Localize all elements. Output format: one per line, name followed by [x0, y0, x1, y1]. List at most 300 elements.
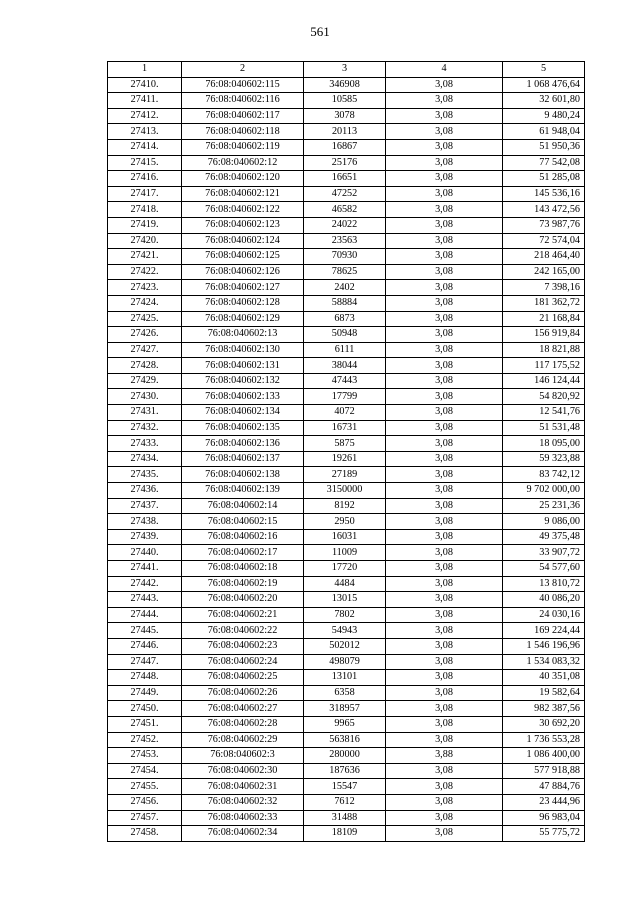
- cadastral-number-cell: 76:08:040602:34: [182, 826, 304, 842]
- amount-cell: 13 810,72: [503, 576, 585, 592]
- area-cell: 16867: [304, 139, 386, 155]
- amount-cell: 54 820,92: [503, 389, 585, 405]
- area-cell: 7802: [304, 607, 386, 623]
- rate-cell: 3,08: [386, 202, 503, 218]
- amount-cell: 51 950,36: [503, 139, 585, 155]
- cadastral-number-cell: 76:08:040602:128: [182, 295, 304, 311]
- row-number-cell: 27435.: [108, 467, 182, 483]
- rate-cell: 3,08: [386, 716, 503, 732]
- data-table: [107, 61, 585, 842]
- table-row: [108, 139, 585, 155]
- rate-cell: 3,08: [386, 670, 503, 686]
- area-cell: 6358: [304, 685, 386, 701]
- table-row: [108, 327, 585, 343]
- table-row: [108, 748, 585, 764]
- amount-cell: 18 095,00: [503, 436, 585, 452]
- rate-cell: 3,08: [386, 498, 503, 514]
- amount-cell: 30 692,20: [503, 716, 585, 732]
- cadastral-number-cell: 76:08:040602:129: [182, 311, 304, 327]
- cadastral-number-cell: 76:08:040602:138: [182, 467, 304, 483]
- column-header-3: 3: [304, 62, 386, 78]
- amount-cell: 23 444,96: [503, 794, 585, 810]
- rate-cell: 3,08: [386, 342, 503, 358]
- row-number-cell: 27457.: [108, 810, 182, 826]
- area-cell: 563816: [304, 732, 386, 748]
- rate-cell: 3,08: [386, 217, 503, 233]
- header-row: [108, 62, 585, 78]
- amount-cell: 577 918,88: [503, 763, 585, 779]
- column-header-4: 4: [386, 62, 503, 78]
- area-cell: 280000: [304, 748, 386, 764]
- row-number-cell: 27456.: [108, 794, 182, 810]
- cadastral-number-cell: 76:08:040602:25: [182, 670, 304, 686]
- cadastral-number-cell: 76:08:040602:115: [182, 77, 304, 93]
- table-row: [108, 498, 585, 514]
- table-row: [108, 826, 585, 842]
- table-row: [108, 124, 585, 140]
- area-cell: 46582: [304, 202, 386, 218]
- rate-cell: 3,08: [386, 420, 503, 436]
- amount-cell: 25 231,36: [503, 498, 585, 514]
- cadastral-number-cell: 76:08:040602:20: [182, 592, 304, 608]
- rate-cell: 3,08: [386, 93, 503, 109]
- cadastral-number-cell: 76:08:040602:30: [182, 763, 304, 779]
- amount-cell: 73 987,76: [503, 217, 585, 233]
- area-cell: 24022: [304, 217, 386, 233]
- row-number-cell: 27419.: [108, 217, 182, 233]
- rate-cell: 3,08: [386, 327, 503, 343]
- cadastral-number-cell: 76:08:040602:26: [182, 685, 304, 701]
- cadastral-number-cell: 76:08:040602:15: [182, 514, 304, 530]
- row-number-cell: 27420.: [108, 233, 182, 249]
- table-row: [108, 716, 585, 732]
- rate-cell: 3,08: [386, 124, 503, 140]
- rate-cell: 3,08: [386, 638, 503, 654]
- area-cell: 27189: [304, 467, 386, 483]
- rate-cell: 3,08: [386, 373, 503, 389]
- amount-cell: 1 546 196,96: [503, 638, 585, 654]
- table-row: [108, 358, 585, 374]
- rate-cell: 3,08: [386, 405, 503, 421]
- rate-cell: 3,08: [386, 451, 503, 467]
- row-number-cell: 27452.: [108, 732, 182, 748]
- row-number-cell: 27448.: [108, 670, 182, 686]
- rate-cell: 3,08: [386, 732, 503, 748]
- area-cell: 70930: [304, 249, 386, 265]
- cadastral-number-cell: 76:08:040602:137: [182, 451, 304, 467]
- area-cell: 6111: [304, 342, 386, 358]
- cadastral-number-cell: 76:08:040602:116: [182, 93, 304, 109]
- row-number-cell: 27412.: [108, 108, 182, 124]
- table-row: [108, 77, 585, 93]
- row-number-cell: 27439.: [108, 529, 182, 545]
- cadastral-number-cell: 76:08:040602:24: [182, 654, 304, 670]
- area-cell: 9965: [304, 716, 386, 732]
- amount-cell: 40 351,08: [503, 670, 585, 686]
- row-number-cell: 27416.: [108, 171, 182, 187]
- table-row: [108, 233, 585, 249]
- row-number-cell: 27441.: [108, 561, 182, 577]
- amount-cell: 242 165,00: [503, 264, 585, 280]
- rate-cell: 3,08: [386, 561, 503, 577]
- area-cell: 3150000: [304, 483, 386, 499]
- page-number: 561: [310, 24, 330, 39]
- rate-cell: 3,08: [386, 529, 503, 545]
- amount-cell: 55 775,72: [503, 826, 585, 842]
- area-cell: 7612: [304, 794, 386, 810]
- table-row: [108, 779, 585, 795]
- rate-cell: 3,08: [386, 810, 503, 826]
- amount-cell: 59 323,88: [503, 451, 585, 467]
- row-number-cell: 27442.: [108, 576, 182, 592]
- cadastral-number-cell: 76:08:040602:22: [182, 623, 304, 639]
- rate-cell: 3,08: [386, 592, 503, 608]
- cadastral-number-cell: 76:08:040602:18: [182, 561, 304, 577]
- row-number-cell: 27432.: [108, 420, 182, 436]
- amount-cell: 143 472,56: [503, 202, 585, 218]
- row-number-cell: 27454.: [108, 763, 182, 779]
- cadastral-number-cell: 76:08:040602:23: [182, 638, 304, 654]
- cadastral-number-cell: 76:08:040602:14: [182, 498, 304, 514]
- table-row: [108, 623, 585, 639]
- amount-cell: 32 601,80: [503, 93, 585, 109]
- area-cell: 502012: [304, 638, 386, 654]
- row-number-cell: 27429.: [108, 373, 182, 389]
- row-number-cell: 27418.: [108, 202, 182, 218]
- cadastral-number-cell: 76:08:040602:123: [182, 217, 304, 233]
- row-number-cell: 27440.: [108, 545, 182, 561]
- rate-cell: 3,08: [386, 607, 503, 623]
- table-row: [108, 295, 585, 311]
- table-row: [108, 420, 585, 436]
- rate-cell: 3,08: [386, 280, 503, 296]
- area-cell: 47443: [304, 373, 386, 389]
- area-cell: 16731: [304, 420, 386, 436]
- rate-cell: 3,08: [386, 514, 503, 530]
- cadastral-number-cell: 76:08:040602:139: [182, 483, 304, 499]
- table-row: [108, 264, 585, 280]
- table-row: [108, 638, 585, 654]
- cadastral-number-cell: 76:08:040602:127: [182, 280, 304, 296]
- area-cell: 18109: [304, 826, 386, 842]
- cadastral-number-cell: 76:08:040602:118: [182, 124, 304, 140]
- area-cell: 318957: [304, 701, 386, 717]
- rate-cell: 3,08: [386, 311, 503, 327]
- row-number-cell: 27411.: [108, 93, 182, 109]
- area-cell: 4484: [304, 576, 386, 592]
- cadastral-number-cell: 76:08:040602:3: [182, 748, 304, 764]
- cadastral-number-cell: 76:08:040602:133: [182, 389, 304, 405]
- table-row: [108, 607, 585, 623]
- amount-cell: 77 542,08: [503, 155, 585, 171]
- rate-cell: 3,08: [386, 389, 503, 405]
- rate-cell: 3,08: [386, 483, 503, 499]
- table-row: [108, 529, 585, 545]
- area-cell: 31488: [304, 810, 386, 826]
- amount-cell: 33 907,72: [503, 545, 585, 561]
- column-header-1: 1: [108, 62, 182, 78]
- rate-cell: 3,08: [386, 654, 503, 670]
- area-cell: 11009: [304, 545, 386, 561]
- cadastral-number-cell: 76:08:040602:31: [182, 779, 304, 795]
- row-number-cell: 27451.: [108, 716, 182, 732]
- rate-cell: 3,08: [386, 155, 503, 171]
- column-header-2: 2: [182, 62, 304, 78]
- area-cell: 13015: [304, 592, 386, 608]
- area-cell: 78625: [304, 264, 386, 280]
- row-number-cell: 27427.: [108, 342, 182, 358]
- area-cell: 50948: [304, 327, 386, 343]
- area-cell: 3078: [304, 108, 386, 124]
- cadastral-number-cell: 76:08:040602:124: [182, 233, 304, 249]
- cadastral-number-cell: 76:08:040602:19: [182, 576, 304, 592]
- cadastral-number-cell: 76:08:040602:136: [182, 436, 304, 452]
- row-number-cell: 27436.: [108, 483, 182, 499]
- cadastral-number-cell: 76:08:040602:16: [182, 529, 304, 545]
- amount-cell: 1 086 400,00: [503, 748, 585, 764]
- cadastral-number-cell: 76:08:040602:135: [182, 420, 304, 436]
- area-cell: 16651: [304, 171, 386, 187]
- table-row: [108, 342, 585, 358]
- cadastral-number-cell: 76:08:040602:119: [182, 139, 304, 155]
- rate-cell: 3,88: [386, 748, 503, 764]
- area-cell: 6873: [304, 311, 386, 327]
- row-number-cell: 27421.: [108, 249, 182, 265]
- area-cell: 2402: [304, 280, 386, 296]
- table-row: [108, 545, 585, 561]
- row-number-cell: 27453.: [108, 748, 182, 764]
- rate-cell: 3,08: [386, 467, 503, 483]
- rate-cell: 3,08: [386, 436, 503, 452]
- cadastral-number-cell: 76:08:040602:29: [182, 732, 304, 748]
- amount-cell: 21 168,84: [503, 311, 585, 327]
- cadastral-number-cell: 76:08:040602:132: [182, 373, 304, 389]
- amount-cell: 96 983,04: [503, 810, 585, 826]
- amount-cell: 51 285,08: [503, 171, 585, 187]
- row-number-cell: 27458.: [108, 826, 182, 842]
- amount-cell: 145 536,16: [503, 186, 585, 202]
- amount-cell: 49 375,48: [503, 529, 585, 545]
- amount-cell: 24 030,16: [503, 607, 585, 623]
- area-cell: 23563: [304, 233, 386, 249]
- row-number-cell: 27433.: [108, 436, 182, 452]
- row-number-cell: 27455.: [108, 779, 182, 795]
- table-row: [108, 576, 585, 592]
- row-number-cell: 27424.: [108, 295, 182, 311]
- amount-cell: 9 480,24: [503, 108, 585, 124]
- table-row: [108, 685, 585, 701]
- rate-cell: 3,08: [386, 826, 503, 842]
- table-row: [108, 794, 585, 810]
- table-row: [108, 654, 585, 670]
- cadastral-number-cell: 76:08:040602:17: [182, 545, 304, 561]
- rate-cell: 3,08: [386, 545, 503, 561]
- amount-cell: 19 582,64: [503, 685, 585, 701]
- cadastral-number-cell: 76:08:040602:126: [182, 264, 304, 280]
- cadastral-number-cell: 76:08:040602:134: [182, 405, 304, 421]
- row-number-cell: 27438.: [108, 514, 182, 530]
- row-number-cell: 27447.: [108, 654, 182, 670]
- row-number-cell: 27425.: [108, 311, 182, 327]
- table-row: [108, 155, 585, 171]
- table-row: [108, 451, 585, 467]
- row-number-cell: 27430.: [108, 389, 182, 405]
- cadastral-number-cell: 76:08:040602:21: [182, 607, 304, 623]
- amount-cell: 9 086,00: [503, 514, 585, 530]
- column-header-5: 5: [503, 62, 585, 78]
- rate-cell: 3,08: [386, 264, 503, 280]
- amount-cell: 146 124,44: [503, 373, 585, 389]
- rate-cell: 3,08: [386, 576, 503, 592]
- table-row: [108, 561, 585, 577]
- amount-cell: 218 464,40: [503, 249, 585, 265]
- area-cell: 13101: [304, 670, 386, 686]
- amount-cell: 169 224,44: [503, 623, 585, 639]
- table-row: [108, 763, 585, 779]
- row-number-cell: 27446.: [108, 638, 182, 654]
- amount-cell: 181 362,72: [503, 295, 585, 311]
- table-row: [108, 93, 585, 109]
- row-number-cell: 27417.: [108, 186, 182, 202]
- cadastral-number-cell: 76:08:040602:121: [182, 186, 304, 202]
- amount-cell: 7 398,16: [503, 280, 585, 296]
- rate-cell: 3,08: [386, 685, 503, 701]
- table-row: [108, 186, 585, 202]
- area-cell: 20113: [304, 124, 386, 140]
- cadastral-number-cell: 76:08:040602:28: [182, 716, 304, 732]
- amount-cell: 982 387,56: [503, 701, 585, 717]
- area-cell: 10585: [304, 93, 386, 109]
- table-row: [108, 670, 585, 686]
- amount-cell: 9 702 000,00: [503, 483, 585, 499]
- table-row: [108, 701, 585, 717]
- amount-cell: 156 919,84: [503, 327, 585, 343]
- table-row: [108, 108, 585, 124]
- row-number-cell: 27426.: [108, 327, 182, 343]
- rate-cell: 3,08: [386, 779, 503, 795]
- amount-cell: 18 821,88: [503, 342, 585, 358]
- area-cell: 25176: [304, 155, 386, 171]
- cadastral-number-cell: 76:08:040602:33: [182, 810, 304, 826]
- table-row: [108, 280, 585, 296]
- cadastral-number-cell: 76:08:040602:12: [182, 155, 304, 171]
- area-cell: 58884: [304, 295, 386, 311]
- rate-cell: 3,08: [386, 249, 503, 265]
- area-cell: 17720: [304, 561, 386, 577]
- amount-cell: 51 531,48: [503, 420, 585, 436]
- rate-cell: 3,08: [386, 295, 503, 311]
- cadastral-number-cell: 76:08:040602:131: [182, 358, 304, 374]
- area-cell: 187636: [304, 763, 386, 779]
- row-number-cell: 27423.: [108, 280, 182, 296]
- row-number-cell: 27422.: [108, 264, 182, 280]
- table-row: [108, 514, 585, 530]
- table-row: [108, 389, 585, 405]
- rate-cell: 3,08: [386, 77, 503, 93]
- table-row: [108, 810, 585, 826]
- table-row: [108, 732, 585, 748]
- cadastral-number-cell: 76:08:040602:32: [182, 794, 304, 810]
- area-cell: 19261: [304, 451, 386, 467]
- cadastral-number-cell: 76:08:040602:120: [182, 171, 304, 187]
- table-row: [108, 311, 585, 327]
- rate-cell: 3,08: [386, 623, 503, 639]
- area-cell: 2950: [304, 514, 386, 530]
- rate-cell: 3,08: [386, 358, 503, 374]
- row-number-cell: 27414.: [108, 139, 182, 155]
- table-body: [108, 77, 585, 841]
- amount-cell: 117 175,52: [503, 358, 585, 374]
- rate-cell: 3,08: [386, 794, 503, 810]
- row-number-cell: 27428.: [108, 358, 182, 374]
- amount-cell: 54 577,60: [503, 561, 585, 577]
- table-row: [108, 483, 585, 499]
- row-number-cell: 27413.: [108, 124, 182, 140]
- table-row: [108, 373, 585, 389]
- row-number-cell: 27450.: [108, 701, 182, 717]
- amount-cell: 61 948,04: [503, 124, 585, 140]
- rate-cell: 3,08: [386, 763, 503, 779]
- amount-cell: 1 534 083,32: [503, 654, 585, 670]
- amount-cell: 83 742,12: [503, 467, 585, 483]
- table-row: [108, 436, 585, 452]
- area-cell: 8192: [304, 498, 386, 514]
- row-number-cell: 27434.: [108, 451, 182, 467]
- rate-cell: 3,08: [386, 171, 503, 187]
- cadastral-number-cell: 76:08:040602:27: [182, 701, 304, 717]
- rate-cell: 3,08: [386, 108, 503, 124]
- table-row: [108, 171, 585, 187]
- cadastral-number-cell: 76:08:040602:117: [182, 108, 304, 124]
- row-number-cell: 27443.: [108, 592, 182, 608]
- rate-cell: 3,08: [386, 139, 503, 155]
- rate-cell: 3,08: [386, 701, 503, 717]
- row-number-cell: 27437.: [108, 498, 182, 514]
- area-cell: 5875: [304, 436, 386, 452]
- area-cell: 346908: [304, 77, 386, 93]
- area-cell: 54943: [304, 623, 386, 639]
- table-row: [108, 249, 585, 265]
- amount-cell: 1 736 553,28: [503, 732, 585, 748]
- area-cell: 498079: [304, 654, 386, 670]
- area-cell: 38044: [304, 358, 386, 374]
- table-row: [108, 592, 585, 608]
- area-cell: 16031: [304, 529, 386, 545]
- row-number-cell: 27431.: [108, 405, 182, 421]
- table-row: [108, 202, 585, 218]
- row-number-cell: 27410.: [108, 77, 182, 93]
- area-cell: 15547: [304, 779, 386, 795]
- area-cell: 17799: [304, 389, 386, 405]
- area-cell: 47252: [304, 186, 386, 202]
- amount-cell: 47 884,76: [503, 779, 585, 795]
- amount-cell: 1 068 476,64: [503, 77, 585, 93]
- cadastral-number-cell: 76:08:040602:13: [182, 327, 304, 343]
- amount-cell: 12 541,76: [503, 405, 585, 421]
- table-row: [108, 405, 585, 421]
- amount-cell: 72 574,04: [503, 233, 585, 249]
- row-number-cell: 27415.: [108, 155, 182, 171]
- row-number-cell: 27449.: [108, 685, 182, 701]
- table-row: [108, 467, 585, 483]
- row-number-cell: 27445.: [108, 623, 182, 639]
- amount-cell: 40 086,20: [503, 592, 585, 608]
- rate-cell: 3,08: [386, 233, 503, 249]
- area-cell: 4072: [304, 405, 386, 421]
- row-number-cell: 27444.: [108, 607, 182, 623]
- cadastral-number-cell: 76:08:040602:125: [182, 249, 304, 265]
- table-row: [108, 217, 585, 233]
